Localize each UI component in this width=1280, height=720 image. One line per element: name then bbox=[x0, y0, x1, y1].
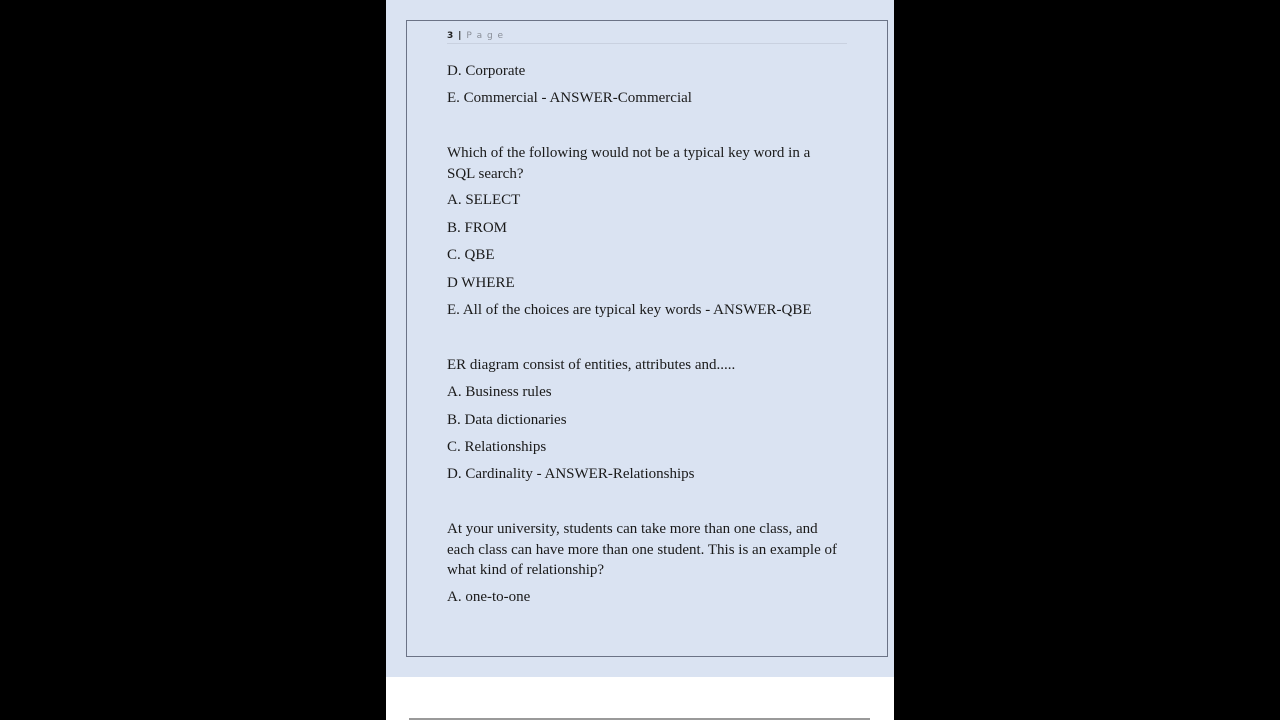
option-line: A. SELECT bbox=[447, 192, 521, 208]
option-line: B. Data dictionaries bbox=[447, 412, 567, 428]
answer-line: E. All of the choices are typical key words - ANSWER-QBE bbox=[447, 302, 812, 318]
question-text: Which of the following would not be a typical key word in a SQL search? bbox=[447, 145, 811, 182]
option-line: A. one-to-one bbox=[447, 589, 531, 605]
option-line: D. Corporate bbox=[447, 63, 526, 79]
page-header bbox=[447, 31, 504, 41]
page-number: 3 bbox=[447, 31, 455, 41]
header-divider bbox=[447, 43, 847, 44]
option-line: C. QBE bbox=[447, 247, 495, 263]
header-separator: | bbox=[458, 31, 463, 41]
option-line: D WHERE bbox=[447, 275, 515, 291]
option-line: A. Business rules bbox=[447, 384, 552, 400]
page-label: P a g e bbox=[466, 31, 505, 41]
answer-line: E. Commercial - ANSWER-Commercial bbox=[447, 90, 692, 106]
option-line: B. FROM bbox=[447, 220, 508, 236]
question-text: ER diagram consist of entities, attributes and..... bbox=[447, 357, 736, 373]
answer-line: D. Cardinality - ANSWER-Relationships bbox=[447, 466, 695, 482]
question-text: At your university, students can take more than one class, and each class can have more than one student. This is an example of what kind of relationship? bbox=[447, 521, 838, 578]
option-line: C. Relationships bbox=[447, 439, 547, 455]
document-page bbox=[386, 0, 894, 720]
